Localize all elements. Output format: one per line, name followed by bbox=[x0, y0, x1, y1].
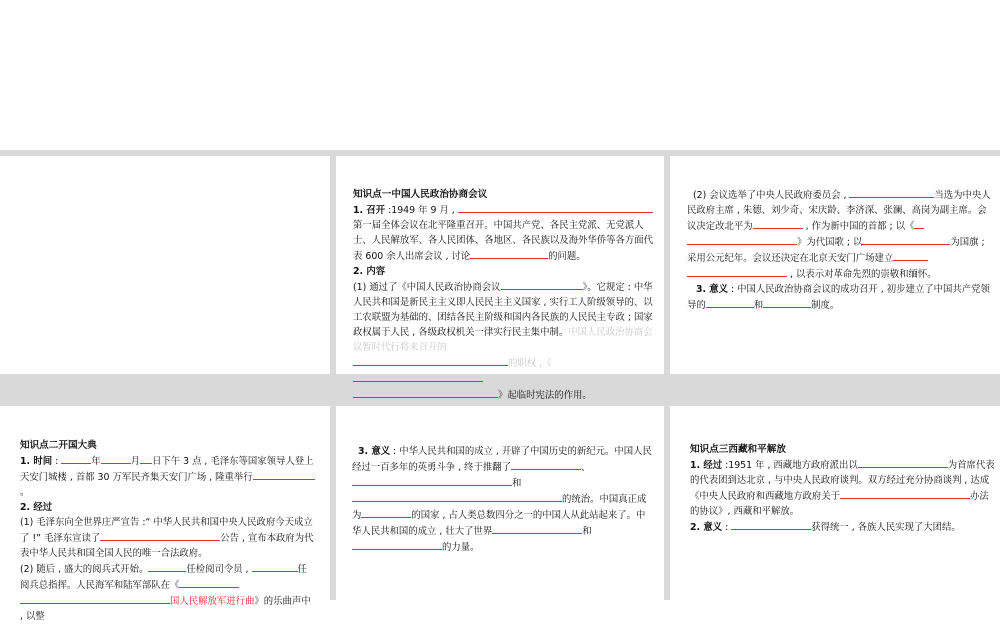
paragraph: 3. 意义 : 中国人民政治协商会议的成功召开 , 初步建立了中国共产党领导的 和 制度。 bbox=[687, 284, 990, 311]
paragraph: 1. 经过 :1951 年 , 西藏地方政府派出以 为首席代表的代表团到达北京 , 与中央人民政府谈判。双方经过充分协商谈判 , 达成《中央人民政府和西藏地方政府关于 办法的协议》, 西藏和平解放。 bbox=[690, 457, 995, 519]
slide-panel-2 bbox=[336, 156, 664, 401]
slide-panel-3 bbox=[670, 156, 1000, 374]
slide-panel-6 bbox=[670, 406, 1000, 600]
paragraph: (2) 随后 , 盛大的阅兵式开始。 任检阅司令员 , 任阅兵总指挥。人民海军和陆军部队在《 bbox=[20, 561, 315, 593]
section-title: 知识点一中国人民政治协商会议 bbox=[353, 189, 488, 200]
paragraph: 的职权 ,《 bbox=[353, 355, 653, 387]
paragraph: (1) 毛泽东向全世界庄严宣告 :“ 中华人民共和国中央人民政府今天成立了 !” 毛泽东宣读了 公告 , 宣布本政府为代表中华人民共和国全国人民的唯一合法政府。 bbox=[20, 517, 314, 559]
slide-panel-5 bbox=[336, 406, 664, 600]
subheading: 2. 经过 bbox=[20, 502, 53, 513]
subheading: 2. 内容 bbox=[353, 266, 386, 277]
paragraph: (2) 会议选举了中央人民政府委员会 , 当选为中央人民政府主席 , 朱德、刘少奇、宋庆龄、李济深、张澜、高岗为副主席。会议决定改北平为 , 作为新中国的首都 ; 以《》为代国歌 ; 以 为国旗 ; 采用公元纪年。会议还决定在北京天安门广场建立 , 以表示对革命先烈的崇敬和缅怀。 bbox=[687, 187, 992, 282]
paragraph: 2. 意义 : 获得统一 , 各族人民实现了大团结。 bbox=[690, 519, 995, 535]
paragraph: 1. 时间 : 年 月 日下午 3 点 , 毛泽东等国家领导人登上天安门城楼 , 首都 30 万军民齐集天安门广场 , 隆重举行。 bbox=[20, 453, 315, 500]
slide-panel-1 bbox=[0, 156, 330, 374]
paragraph: 3. 意义 : 中华人民共和国的成立 , 开辟了中国历史的新纪元。中国人民经过一百多年的英勇斗争 , 终于推翻了 、和 bbox=[352, 446, 652, 489]
answer-text: 国人民解放军进行曲 bbox=[170, 596, 255, 607]
paragraph: 1. 召开 :1949 年 9 月 , 第一届全体会议在北平隆重召开。中国共产党、各民主党派、无党派人士、人民解放军、各人民团体、各地区、各民族以及海外华侨等各方面代表 600 余人出席会议 , 讨论 的问题。 bbox=[353, 202, 653, 264]
slide-panel-4 bbox=[0, 406, 330, 622]
paragraph: 的统治。中国真正成为 的国家 , 占人类总数四分之一的中国人从此站起来了。中华人民共和国的成立 , 壮大了世界 和的力量。 bbox=[352, 491, 652, 555]
paragraph: 》起临时宪法的作用。 bbox=[353, 387, 653, 403]
paragraph: (1) 通过了《中国人民政治协商会议 》。它规定 : 中华人民共和国是新民主主义即人民民主主义国家 , 实行工人阶级领导的、以工农联盟为基础的、团结各民主阶级和国内各民族的人民民主专政 ; 国家政权属于人民 , 各级政权机关一律实行民主集中制。中国人民政治协商会议暂时代行将来召开的 bbox=[353, 279, 653, 355]
section-title: 知识点三西藏和平解放 bbox=[690, 444, 786, 455]
paragraph: 国人民解放军进行曲》的乐曲声中 , 以整 bbox=[20, 593, 315, 624]
section-title: 知识点二开国大典 bbox=[20, 440, 97, 451]
